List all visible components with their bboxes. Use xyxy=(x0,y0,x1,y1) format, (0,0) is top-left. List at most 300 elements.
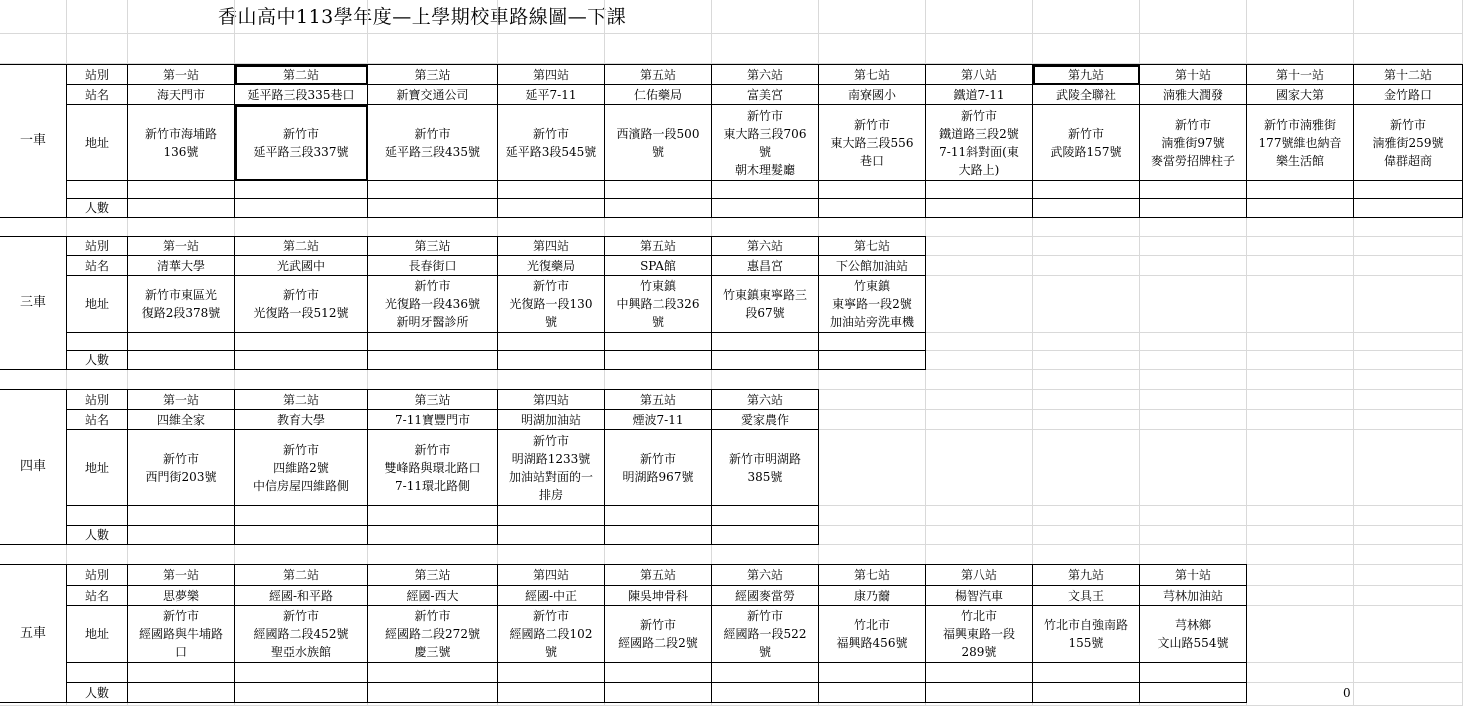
station-number[interactable]: 第七站 xyxy=(819,237,926,256)
blank-cell[interactable] xyxy=(1354,181,1463,199)
grid-cell xyxy=(1033,370,1140,390)
blank-cell[interactable] xyxy=(368,181,498,199)
station-address[interactable]: 新竹市 經國路二段452號 聖亞水族館 xyxy=(235,606,368,663)
station-name[interactable]: 下公館加油站 xyxy=(819,256,926,276)
blank-cell[interactable] xyxy=(1033,663,1140,683)
blank-cell[interactable] xyxy=(819,333,926,351)
station-number[interactable]: 第九站 xyxy=(1033,565,1140,586)
grid-cell xyxy=(1033,218,1140,237)
station-address[interactable]: 新竹市 經國路一段522 號 xyxy=(712,606,819,663)
station-name[interactable]: 延平路三段335巷口 xyxy=(235,85,368,105)
row-label-blank[interactable] xyxy=(67,506,128,526)
grid-cell xyxy=(1354,333,1463,351)
grid-cell xyxy=(819,34,926,64)
station-name[interactable]: 金竹路口 xyxy=(1354,85,1463,105)
station-address[interactable]: 西濱路一段500 號 xyxy=(605,105,712,181)
station-name[interactable]: 國家大第 xyxy=(1247,85,1354,105)
row-label-blank[interactable] xyxy=(67,333,128,351)
station-address[interactable]: 芎林鄉 文山路554號 xyxy=(1140,606,1247,663)
station-name[interactable]: 光武國中 xyxy=(235,256,368,276)
blank-cell[interactable] xyxy=(235,181,368,199)
blank-cell[interactable] xyxy=(235,663,368,683)
grid-cell xyxy=(0,34,67,64)
car-label[interactable]: 三車 xyxy=(0,237,67,370)
grid-cell xyxy=(1247,370,1354,390)
grid-cell xyxy=(235,0,368,34)
grid-cell xyxy=(1033,390,1140,410)
blank-cell[interactable] xyxy=(128,506,235,526)
blank-cell[interactable] xyxy=(498,181,605,199)
passenger-count[interactable] xyxy=(498,351,605,370)
station-address[interactable]: 新竹市 東大路三段556 巷口 xyxy=(819,105,926,181)
station-address[interactable]: 新竹市 經國路二段102 號 xyxy=(498,606,605,663)
station-number[interactable]: 第二站 xyxy=(235,565,368,586)
blank-cell[interactable] xyxy=(1140,663,1247,683)
grid-cell xyxy=(1247,586,1354,606)
car-label[interactable]: 一車 xyxy=(0,65,67,218)
station-number[interactable]: 第六站 xyxy=(712,65,819,85)
station-name[interactable]: 惠昌宮 xyxy=(712,256,819,276)
station-number[interactable]: 第一站 xyxy=(128,390,235,410)
blank-cell[interactable] xyxy=(1247,181,1354,199)
blank-cell[interactable] xyxy=(926,663,1033,683)
grid-cell xyxy=(1033,256,1140,276)
station-address[interactable]: 新竹市 武陵路157號 xyxy=(1033,105,1140,181)
passenger-count[interactable] xyxy=(235,351,368,370)
row-label-station-no[interactable]: 站別 xyxy=(67,565,128,586)
station-address[interactable]: 新竹市 四維路2號 中信房屋四維路側 xyxy=(235,430,368,506)
grid-cell xyxy=(1247,526,1354,545)
blank-cell[interactable] xyxy=(498,333,605,351)
blank-cell[interactable] xyxy=(819,181,926,199)
station-number[interactable]: 第四站 xyxy=(498,237,605,256)
station-number[interactable]: 第五站 xyxy=(605,565,712,586)
station-number[interactable]: 第一站 xyxy=(128,237,235,256)
row-label-station-name[interactable]: 站名 xyxy=(67,256,128,276)
station-address[interactable]: 竹東鎮 東寧路一段2號 加油站旁洗車機 xyxy=(819,276,926,333)
station-address[interactable]: 新竹市 光復路一段512號 xyxy=(235,276,368,333)
station-name[interactable]: 鐵道7-11 xyxy=(926,85,1033,105)
grid-cell xyxy=(0,370,67,390)
passenger-count[interactable] xyxy=(128,199,235,218)
row-label-address[interactable]: 地址 xyxy=(67,606,128,663)
passenger-count[interactable] xyxy=(605,683,712,703)
grid-cell xyxy=(1354,606,1463,663)
blank-cell[interactable] xyxy=(605,663,712,683)
grid-cell xyxy=(605,218,712,237)
station-address[interactable]: 新竹市 雙峰路與環北路口 7-11環北路側 xyxy=(368,430,498,506)
station-address[interactable]: 新竹市明湖路 385號 xyxy=(712,430,819,506)
station-name[interactable]: 煙波7-11 xyxy=(605,410,712,430)
grid-cell xyxy=(605,0,712,34)
grid-cell xyxy=(926,333,1033,351)
station-address[interactable]: 竹北市 福興東路一段 289號 xyxy=(926,606,1033,663)
blank-cell[interactable] xyxy=(712,506,819,526)
grid-cell xyxy=(67,370,128,390)
row-label-address[interactable]: 地址 xyxy=(67,430,128,506)
grid-cell xyxy=(1140,506,1247,526)
grid-cell xyxy=(926,0,1033,34)
station-number[interactable]: 第三站 xyxy=(368,237,498,256)
grid-cell xyxy=(67,218,128,237)
station-name[interactable]: 經國-中正 xyxy=(498,586,605,606)
station-name[interactable]: 芎林加油站 xyxy=(1140,586,1247,606)
station-number[interactable]: 第一站 xyxy=(128,565,235,586)
station-address[interactable]: 新竹市 經國路與牛埔路 口 xyxy=(128,606,235,663)
station-name[interactable]: 仁佑藥局 xyxy=(605,85,712,105)
passenger-count[interactable] xyxy=(498,199,605,218)
blank-cell[interactable] xyxy=(498,506,605,526)
station-address[interactable]: 新竹市 光復路一段436號 新明牙醫診所 xyxy=(368,276,498,333)
grid-cell xyxy=(1140,370,1247,390)
grid-cell xyxy=(1247,565,1354,586)
grid-cell xyxy=(368,370,498,390)
grid-cell xyxy=(1140,390,1247,410)
station-name[interactable]: 明湖加油站 xyxy=(498,410,605,430)
grid-cell xyxy=(1247,256,1354,276)
station-address[interactable]: 竹北市自強南路 155號 xyxy=(1033,606,1140,663)
station-name[interactable]: 清華大學 xyxy=(128,256,235,276)
blank-cell[interactable] xyxy=(712,663,819,683)
row-label-station-no[interactable]: 站別 xyxy=(67,65,128,85)
passenger-count[interactable] xyxy=(1033,199,1140,218)
passenger-count[interactable] xyxy=(1247,199,1354,218)
grid-cell xyxy=(712,0,819,34)
grid-cell xyxy=(1354,351,1463,370)
station-name[interactable]: 經國-西大 xyxy=(368,586,498,606)
row-label-station-name[interactable]: 站名 xyxy=(67,410,128,430)
grid-cell xyxy=(1247,606,1354,663)
grid-cell xyxy=(1033,506,1140,526)
grid-cell xyxy=(1354,218,1463,237)
grid-cell xyxy=(1354,545,1463,565)
grid-cell xyxy=(1247,683,1354,706)
station-number[interactable]: 第一站 xyxy=(128,65,235,85)
grid-cell xyxy=(1247,663,1354,683)
blank-cell[interactable] xyxy=(368,506,498,526)
grid-cell xyxy=(712,218,819,237)
grid-cell xyxy=(1140,276,1247,333)
station-name[interactable]: 愛家農作 xyxy=(712,410,819,430)
passenger-count[interactable] xyxy=(498,683,605,703)
station-address[interactable]: 新竹市湳雅街 177號維也納音 樂生活館 xyxy=(1247,105,1354,181)
grid-cell xyxy=(1247,34,1354,64)
blank-cell[interactable] xyxy=(605,181,712,199)
grid-cell xyxy=(1247,333,1354,351)
page-title: 香山高中113學年度—上學期校車路線圖—下課 xyxy=(218,6,627,28)
passenger-count[interactable] xyxy=(819,199,926,218)
grid-cell xyxy=(605,34,712,64)
grid-cell xyxy=(1140,410,1247,430)
passenger-count[interactable] xyxy=(1140,683,1247,703)
grid-cell xyxy=(235,218,368,237)
grid-cell xyxy=(1354,410,1463,430)
station-number[interactable]: 第六站 xyxy=(712,237,819,256)
grid-cell xyxy=(1140,0,1247,34)
grid-cell xyxy=(368,545,498,565)
passenger-count[interactable] xyxy=(1354,199,1463,218)
row-label-station-name[interactable]: 站名 xyxy=(67,85,128,105)
row-label-count[interactable]: 人數 xyxy=(67,683,128,703)
passenger-count[interactable] xyxy=(1033,683,1140,703)
grid-cell xyxy=(1140,333,1247,351)
station-name[interactable]: 四維全家 xyxy=(128,410,235,430)
grid-cell xyxy=(926,218,1033,237)
grid-cell xyxy=(1354,370,1463,390)
grid-cell xyxy=(1354,390,1463,410)
station-name[interactable]: SPA館 xyxy=(605,256,712,276)
grid-cell xyxy=(67,0,128,34)
grid-cell xyxy=(0,218,67,237)
grid-cell xyxy=(1033,0,1140,34)
passenger-count[interactable] xyxy=(926,683,1033,703)
station-address[interactable]: 新竹市 東大路三段706 號 朝木理髮廳 xyxy=(712,105,819,181)
passenger-count[interactable] xyxy=(926,199,1033,218)
grid-cell xyxy=(1354,0,1463,34)
station-number[interactable]: 第五站 xyxy=(605,390,712,410)
station-address[interactable]: 竹東鎮東寧路三 段67號 xyxy=(712,276,819,333)
grid-cell xyxy=(1247,276,1354,333)
blank-cell[interactable] xyxy=(128,333,235,351)
station-name[interactable]: 經國麥當勞 xyxy=(712,586,819,606)
station-address[interactable]: 竹北市 福興路456號 xyxy=(819,606,926,663)
station-name[interactable]: 海天門市 xyxy=(128,85,235,105)
grid-cell xyxy=(1140,351,1247,370)
blank-cell[interactable] xyxy=(605,333,712,351)
passenger-count[interactable] xyxy=(819,683,926,703)
station-address[interactable]: 新竹市 明湖路967號 xyxy=(605,430,712,506)
grid-cell xyxy=(1354,586,1463,606)
station-name[interactable]: 湳雅大潤發 xyxy=(1140,85,1247,105)
grid-cell xyxy=(926,256,1033,276)
passenger-count[interactable] xyxy=(605,199,712,218)
grid-cell xyxy=(0,545,67,565)
station-number[interactable]: 第二站 xyxy=(235,65,368,85)
station-name[interactable]: 康乃薾 xyxy=(819,586,926,606)
station-number[interactable]: 第五站 xyxy=(605,65,712,85)
station-number[interactable]: 第七站 xyxy=(819,65,926,85)
row-label-blank[interactable] xyxy=(67,663,128,683)
station-address[interactable]: 新竹市 延平路三段435號 xyxy=(368,105,498,181)
grid-cell xyxy=(1033,333,1140,351)
row-label-station-no[interactable]: 站別 xyxy=(67,237,128,256)
grid-cell xyxy=(819,0,926,34)
blank-cell[interactable] xyxy=(235,506,368,526)
station-address[interactable]: 新竹市海埔路 136號 xyxy=(128,105,235,181)
station-number[interactable]: 第九站 xyxy=(1033,65,1140,85)
passenger-count[interactable] xyxy=(368,526,498,545)
grid-cell xyxy=(67,545,128,565)
car-label[interactable]: 五車 xyxy=(0,565,67,703)
station-number[interactable]: 第四站 xyxy=(498,390,605,410)
passenger-count[interactable] xyxy=(712,526,819,545)
row-label-address[interactable]: 地址 xyxy=(67,276,128,333)
grid-cell xyxy=(1247,237,1354,256)
blank-cell[interactable] xyxy=(712,333,819,351)
passenger-count[interactable] xyxy=(235,526,368,545)
row-label-address[interactable]: 地址 xyxy=(67,105,128,181)
grid-cell xyxy=(1140,218,1247,237)
grid-cell xyxy=(1247,430,1354,506)
blank-cell[interactable] xyxy=(1033,181,1140,199)
station-number[interactable]: 第十二站 xyxy=(1354,65,1463,85)
station-address[interactable]: 新竹市 湳雅街97號 麥當勞招牌柱子 xyxy=(1140,105,1247,181)
station-address[interactable]: 新竹市 延平路3段545號 xyxy=(498,105,605,181)
station-number[interactable]: 第六站 xyxy=(712,565,819,586)
grid-cell xyxy=(819,390,926,410)
station-number[interactable]: 第二站 xyxy=(235,237,368,256)
blank-cell[interactable] xyxy=(368,663,498,683)
grid-cell xyxy=(368,34,498,64)
station-address[interactable]: 新竹市 經國路二段2號 xyxy=(605,606,712,663)
passenger-count[interactable] xyxy=(368,351,498,370)
grid-cell xyxy=(368,218,498,237)
passenger-count[interactable] xyxy=(605,351,712,370)
station-address[interactable]: 新竹市 鐵道路三段2號 7-11斜對面(東 大路上) xyxy=(926,105,1033,181)
passenger-count[interactable] xyxy=(128,351,235,370)
row-label-station-no[interactable]: 站別 xyxy=(67,390,128,410)
grid-cell xyxy=(498,34,605,64)
blank-cell[interactable] xyxy=(712,181,819,199)
station-address[interactable]: 新竹市 西門街203號 xyxy=(128,430,235,506)
passenger-count[interactable] xyxy=(235,199,368,218)
passenger-count[interactable] xyxy=(368,199,498,218)
grid-cell xyxy=(128,34,235,64)
grid-cell xyxy=(1140,545,1247,565)
grid-cell xyxy=(128,0,235,34)
station-address[interactable]: 新竹市 明湖路1233號 加油站對面的一 排房 xyxy=(498,430,605,506)
grid-cell xyxy=(712,370,819,390)
grid-cell xyxy=(926,526,1033,545)
row-label-count[interactable]: 人數 xyxy=(67,526,128,545)
passenger-count[interactable] xyxy=(498,526,605,545)
station-name[interactable]: 武陵全聯社 xyxy=(1033,85,1140,105)
grid-cell xyxy=(128,545,235,565)
grid-cell xyxy=(1140,34,1247,64)
station-name[interactable]: 富美宮 xyxy=(712,85,819,105)
station-number[interactable]: 第四站 xyxy=(498,565,605,586)
station-name[interactable]: 經國-和平路 xyxy=(235,586,368,606)
station-address[interactable]: 新竹市東區光 復路2段378號 xyxy=(128,276,235,333)
passenger-count[interactable] xyxy=(605,526,712,545)
grid-cell xyxy=(926,390,1033,410)
corner-value: 0 xyxy=(1343,686,1351,700)
station-number[interactable]: 第八站 xyxy=(926,565,1033,586)
station-name[interactable]: 文具王 xyxy=(1033,586,1140,606)
station-address[interactable]: 新竹市 延平路三段337號 xyxy=(235,105,368,181)
station-number[interactable]: 第八站 xyxy=(926,65,1033,85)
grid-cell xyxy=(128,218,235,237)
station-number[interactable]: 第十站 xyxy=(1140,565,1247,586)
station-name[interactable]: 長春街口 xyxy=(368,256,498,276)
blank-cell[interactable] xyxy=(1140,181,1247,199)
station-number[interactable]: 第三站 xyxy=(368,65,498,85)
grid-cell xyxy=(819,218,926,237)
grid-cell xyxy=(926,410,1033,430)
grid-cell xyxy=(819,370,926,390)
passenger-count[interactable] xyxy=(128,683,235,703)
row-label-count[interactable]: 人數 xyxy=(67,199,128,218)
grid-cell xyxy=(819,506,926,526)
grid-cell xyxy=(1140,526,1247,545)
grid-cell xyxy=(1140,237,1247,256)
station-name[interactable]: 7-11寶豐門市 xyxy=(368,410,498,430)
station-name[interactable]: 思夢樂 xyxy=(128,586,235,606)
station-number[interactable]: 第四站 xyxy=(498,65,605,85)
passenger-count[interactable] xyxy=(368,683,498,703)
station-number[interactable]: 第十站 xyxy=(1140,65,1247,85)
blank-cell[interactable] xyxy=(235,333,368,351)
grid-cell xyxy=(1033,351,1140,370)
grid-cell xyxy=(1033,34,1140,64)
grid-cell xyxy=(1247,218,1354,237)
station-address[interactable]: 新竹市 湳雅街259號 偉群超商 xyxy=(1354,105,1463,181)
row-label-count[interactable]: 人數 xyxy=(67,351,128,370)
blank-cell[interactable] xyxy=(498,663,605,683)
grid-cell xyxy=(1033,410,1140,430)
station-name[interactable]: 南寮國小 xyxy=(819,85,926,105)
grid-cell xyxy=(926,276,1033,333)
passenger-count[interactable] xyxy=(712,351,819,370)
station-number[interactable]: 第六站 xyxy=(712,390,819,410)
station-number[interactable]: 第五站 xyxy=(605,237,712,256)
passenger-count[interactable] xyxy=(235,683,368,703)
blank-cell[interactable] xyxy=(128,181,235,199)
row-label-station-name[interactable]: 站名 xyxy=(67,586,128,606)
station-number[interactable]: 第十一站 xyxy=(1247,65,1354,85)
grid-cell xyxy=(1354,237,1463,256)
row-label-blank[interactable] xyxy=(67,181,128,199)
grid-cell xyxy=(1033,545,1140,565)
grid-cell xyxy=(128,370,235,390)
blank-cell[interactable] xyxy=(605,506,712,526)
blank-cell[interactable] xyxy=(926,181,1033,199)
grid-cell xyxy=(1354,565,1463,586)
blank-cell[interactable] xyxy=(128,663,235,683)
station-address[interactable]: 新竹市 光復路一段130 號 xyxy=(498,276,605,333)
blank-cell[interactable] xyxy=(368,333,498,351)
station-address[interactable]: 新竹市 經國路二段272號 慶三號 xyxy=(368,606,498,663)
station-name[interactable]: 楊智汽車 xyxy=(926,586,1033,606)
grid-cell xyxy=(368,0,498,34)
grid-cell xyxy=(1247,410,1354,430)
station-number[interactable]: 第七站 xyxy=(819,565,926,586)
grid-cell xyxy=(1354,526,1463,545)
passenger-count[interactable] xyxy=(128,526,235,545)
passenger-count[interactable] xyxy=(712,199,819,218)
station-name[interactable]: 教育大學 xyxy=(235,410,368,430)
station-name[interactable]: 延平7-11 xyxy=(498,85,605,105)
passenger-count[interactable] xyxy=(819,351,926,370)
station-number[interactable]: 第三站 xyxy=(368,565,498,586)
station-number[interactable]: 第二站 xyxy=(235,390,368,410)
grid-cell xyxy=(498,218,605,237)
station-name[interactable]: 新寶交通公司 xyxy=(368,85,498,105)
passenger-count[interactable] xyxy=(1140,199,1247,218)
grid-cell xyxy=(1247,351,1354,370)
grid-cell xyxy=(235,34,368,64)
station-address[interactable]: 竹東鎮 中興路二段326 號 xyxy=(605,276,712,333)
grid-cell xyxy=(1247,0,1354,34)
car-label[interactable]: 四車 xyxy=(0,390,67,545)
blank-cell[interactable] xyxy=(819,663,926,683)
station-name[interactable]: 光復藥局 xyxy=(498,256,605,276)
station-number[interactable]: 第三站 xyxy=(368,390,498,410)
station-name[interactable]: 陳吳坤骨科 xyxy=(605,586,712,606)
grid-cell xyxy=(819,430,926,506)
grid-cell xyxy=(1247,506,1354,526)
passenger-count[interactable] xyxy=(712,683,819,703)
